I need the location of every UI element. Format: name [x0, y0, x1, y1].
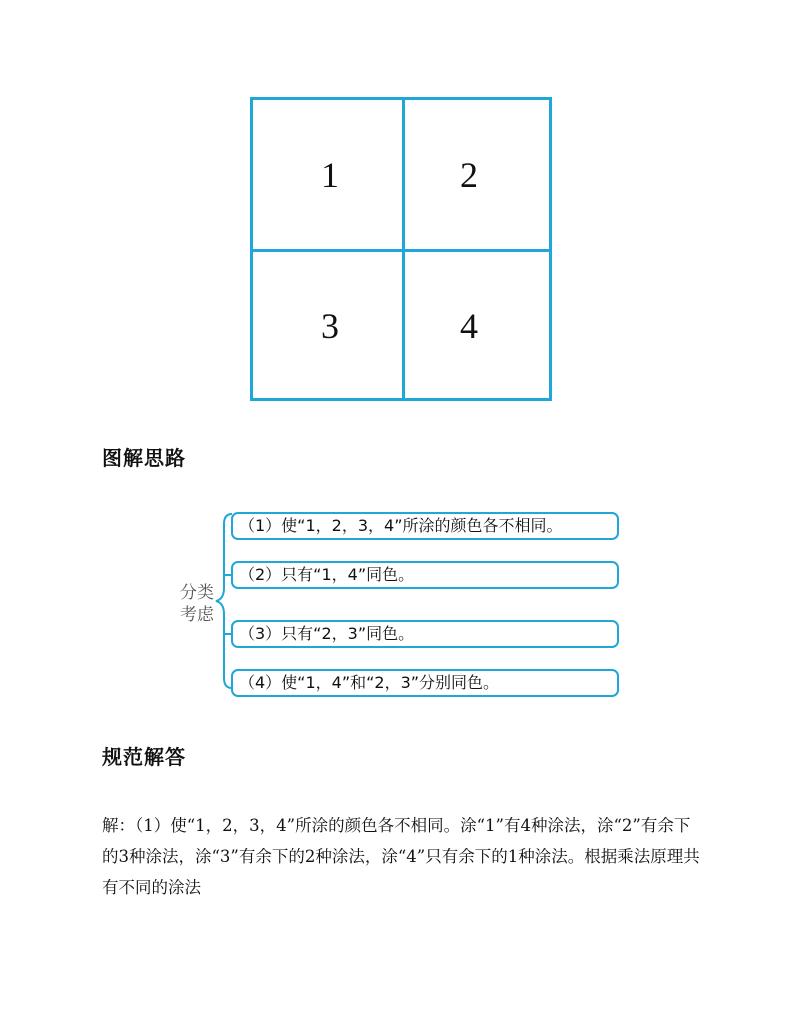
- grid-horizontal-divider: [253, 249, 549, 252]
- classification-label: 分类考虑: [180, 583, 214, 625]
- case-box-3: （3）只有“2，3”同色。: [231, 620, 619, 648]
- case-box-2: （2）只有“1，4”同色。: [231, 561, 619, 589]
- region-label-1: 1: [321, 155, 339, 195]
- case-box-4: （4）使“1，4”和“2，3”分别同色。: [231, 669, 619, 697]
- solution-paragraph: 解：（1）使“1，2，3，4”所涂的颜色各不相同。涂“1”有4种涂法，涂“2”有余下的3种涂法，涂“3”有余下的2种涂法，涂“4”只有余下的1种涂法。根据乘法原理共有不同的涂法: [102, 816, 700, 897]
- curly-brace-icon: [212, 512, 236, 690]
- region-grid: [250, 97, 552, 401]
- region-label-3: 3: [321, 306, 339, 346]
- region-label-2: 2: [460, 155, 478, 195]
- diagram-heading: 图解思路: [102, 446, 186, 470]
- answer-heading: 规范解答: [102, 745, 186, 769]
- case-box-1: （1）使“1，2，3，4”所涂的颜色各不相同。: [231, 512, 619, 540]
- region-label-4: 4: [460, 306, 478, 346]
